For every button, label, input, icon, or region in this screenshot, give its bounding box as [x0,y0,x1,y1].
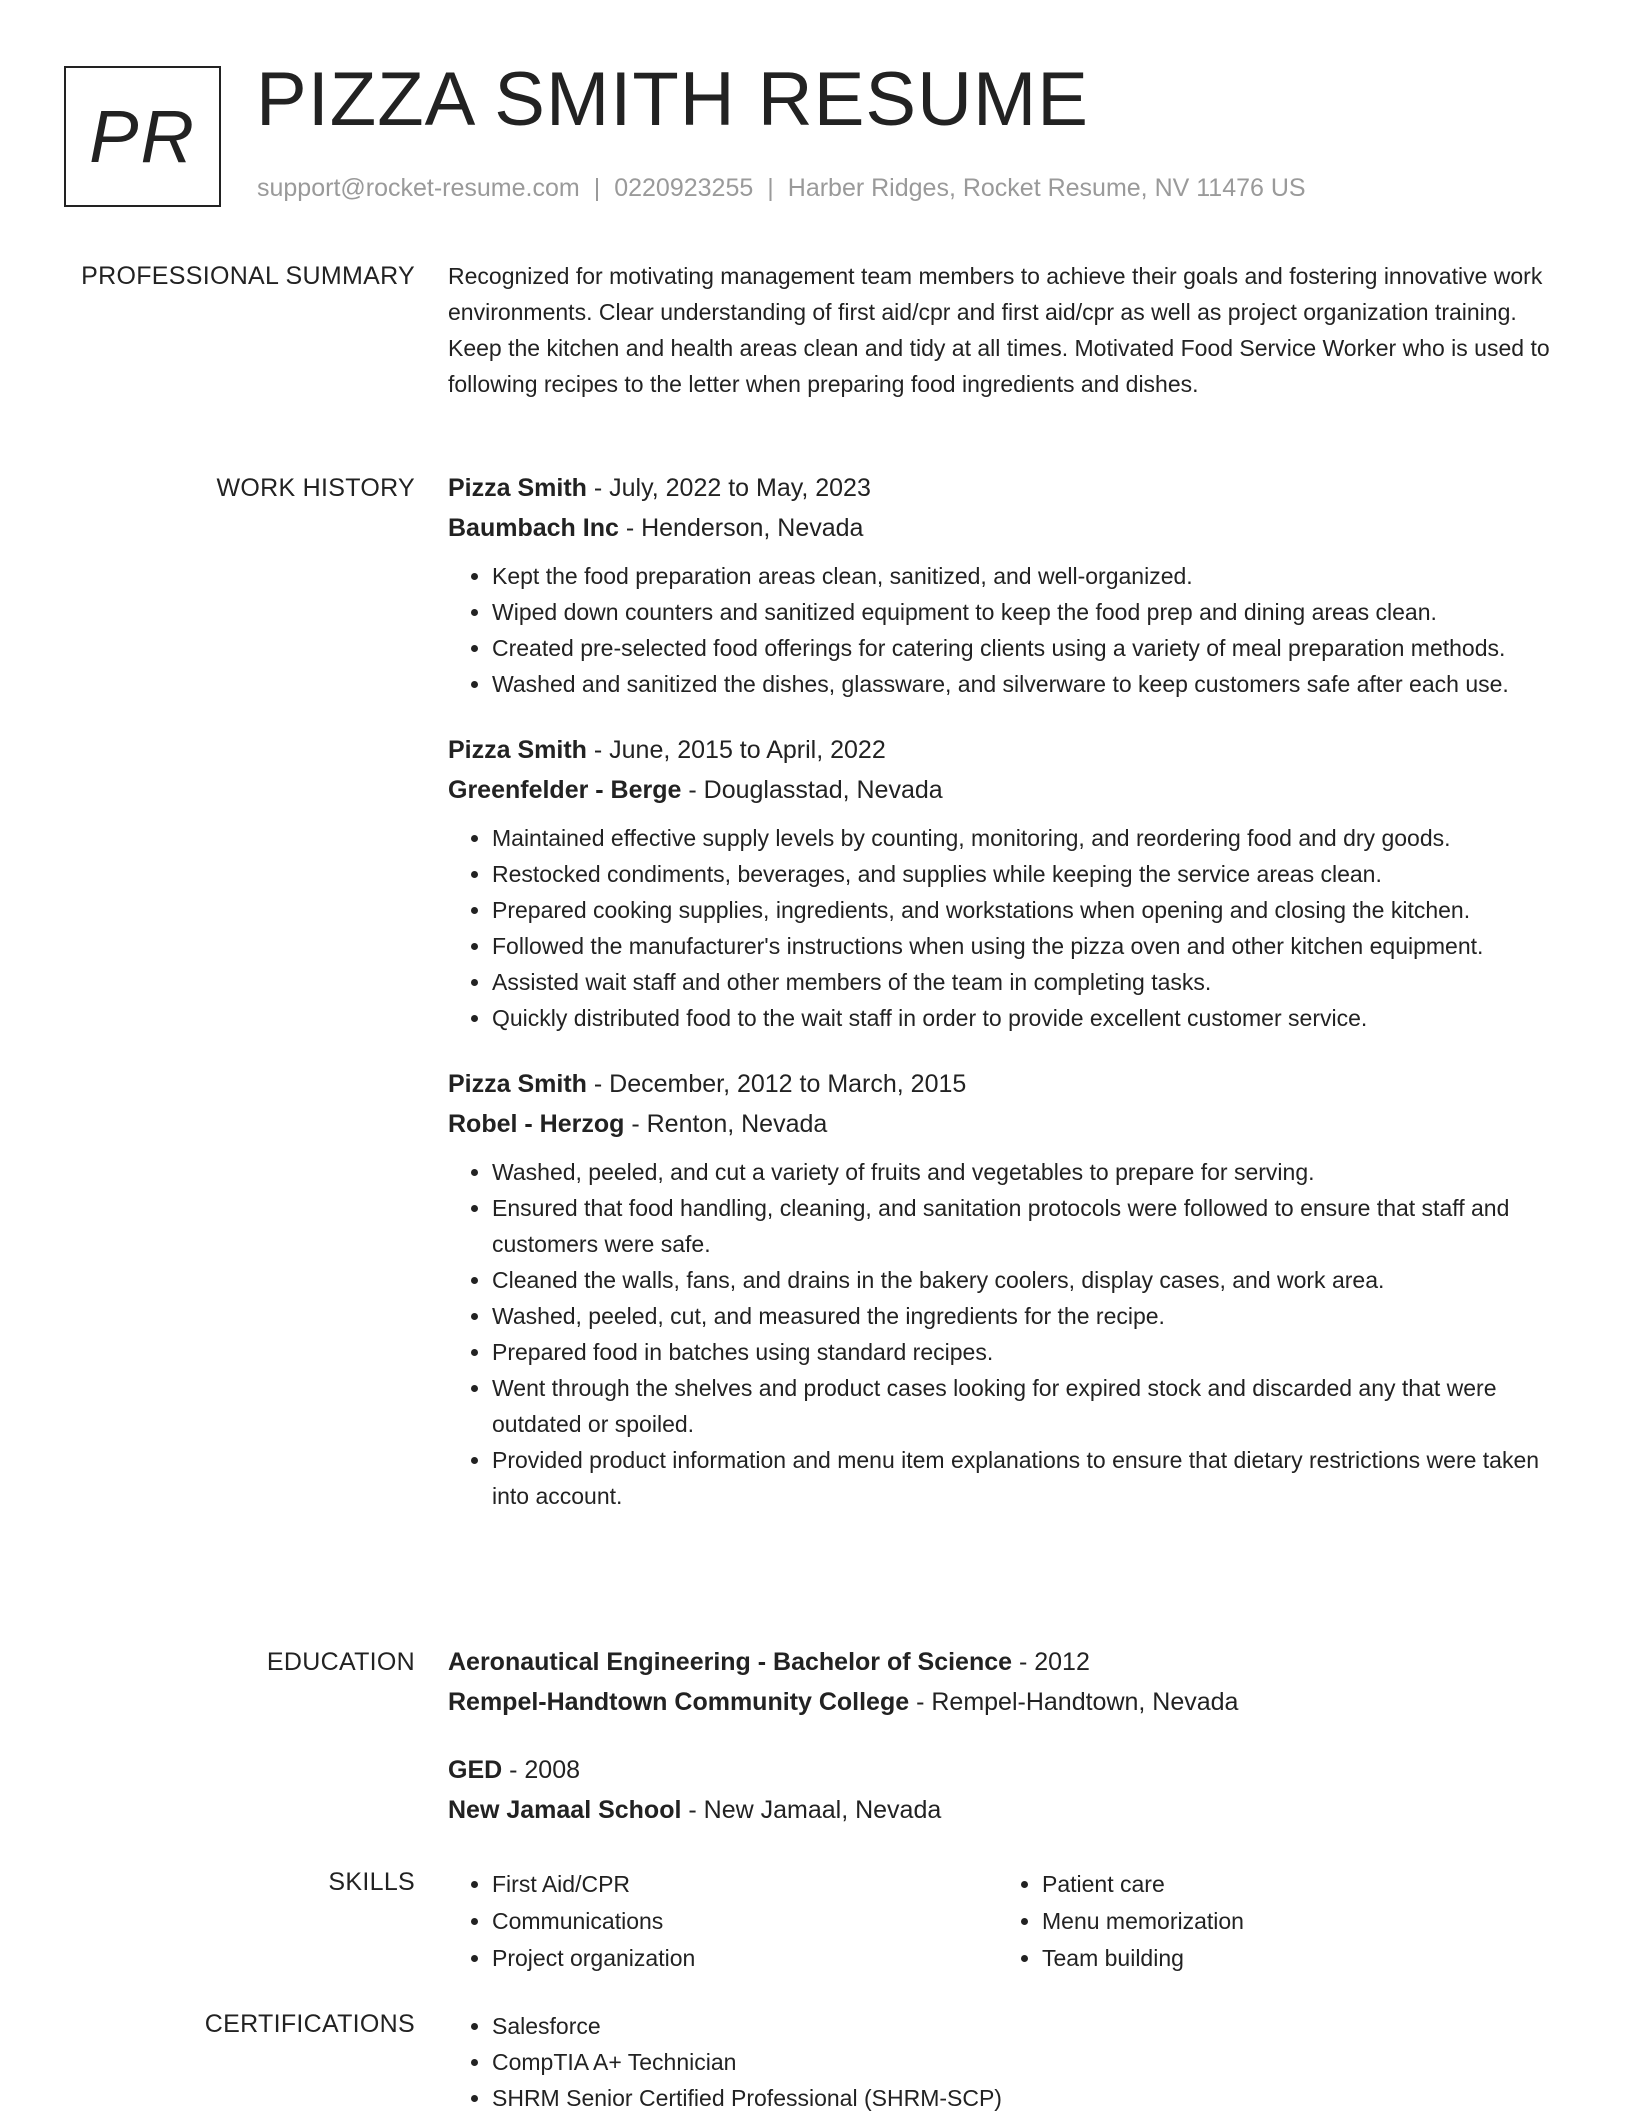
job-location: - Henderson, Nevada [618,514,864,542]
certification-item: • SHRM Senior Certified Professional (SHRM-SCP) [492,2080,1568,2116]
skills-column [998,1866,1548,1977]
job-title-line [448,1064,1568,1104]
duty-item: • Maintained effective supply levels by counting, monitoring, and reordering food and dry goods. [492,820,1568,856]
duty-item: • Provided product information and menu item explanations to ensure that dietary restrictions were taken into account. [492,1442,1568,1514]
duty-item: • Restocked condiments, beverages, and supplies while keeping the service areas clean. [492,856,1568,892]
job-company: Greenfelder - Berge [448,776,682,804]
contact-email[interactable]: support@rocket-resume.com [257,174,580,202]
duty-item: • Followed the manufacturer's instructions when using the pizza oven and other kitchen equipment. [492,928,1568,964]
education-entry [448,1750,1568,1830]
certification-item: • CompTIA A+ Technician [492,2044,1568,2080]
job-title-line [448,730,1568,770]
job-duties [448,1154,1568,1514]
degree-line [448,1642,1568,1682]
duty-item: • Ensured that food handling, cleaning, and sanitation protocols were followed to ensure that staff and customers were safe. [492,1190,1568,1262]
job-company: Robel - Herzog [448,1110,625,1138]
job-title: Pizza Smith [448,1070,587,1098]
duty-item: • Assisted wait staff and other members of the team in completing tasks. [492,964,1568,1000]
school-line [448,1790,1568,1830]
skill-item: • Communications [492,1903,998,1940]
job-dates: - December, 2012 to March, 2015 [586,1070,967,1098]
skill-item: • Team building [1042,1940,1548,1977]
job-duties [448,820,1568,1036]
job-entry [448,1064,1568,1514]
school-line [448,1682,1568,1722]
skills-column [448,1866,998,1977]
school-location: - Rempel-Handtown, Nevada [909,1688,1239,1716]
duty-item: • Washed and sanitized the dishes, glassware, and silverware to keep customers safe after each use. [492,666,1568,702]
certifications-heading: CERTIFICATIONS [204,2010,415,2038]
duty-item: • Washed, peeled, and cut a variety of fruits and vegetables to prepare for serving. [492,1154,1568,1190]
degree-line [448,1750,1568,1790]
contact-phone[interactable]: 0220923255 [614,174,754,202]
duty-item: • Prepared cooking supplies, ingredients, and workstations when opening and closing the kitchen. [492,892,1568,928]
school-name: New Jamaal School [448,1796,682,1824]
duty-item: • Went through the shelves and product cases looking for expired stock and discarded any that were outdated or spoiled. [492,1370,1568,1442]
job-duties [448,558,1568,702]
duty-item: • Prepared food in batches using standard recipes. [492,1334,1568,1370]
certification-item: • Salesforce [492,2008,1568,2044]
school-location: - New Jamaal, Nevada [681,1796,942,1824]
job-company: Baumbach Inc [448,514,619,542]
summary-heading: PROFESSIONAL SUMMARY [81,262,415,290]
certifications-list [448,2008,1568,2116]
job-company-line [448,508,1568,548]
degree-name: Aeronautical Engineering - Bachelor of Science [448,1648,1013,1676]
job-location: - Renton, Nevada [624,1110,828,1138]
contact-separator: | [593,174,601,202]
duty-item: • Kept the food preparation areas clean, sanitized, and well-organized. [492,558,1568,594]
summary-text: Recognized for motivating management team members to achieve their goals and fostering innovative work environments. Clear understanding of first aid/cpr and first aid/cpr as well as project organization training. Keep the kitchen and health areas clean and tidy at all times. Motivated Food Service Worker who is used to following recipes to the letter when preparing food ingredients and dishes. [448,263,1550,397]
duty-item: • Washed, peeled, cut, and measured the ingredients for the recipe. [492,1298,1568,1334]
skill-item: • Project organization [492,1940,998,1977]
degree-year: - 2008 [502,1756,581,1784]
monogram-logo: PR [64,66,221,207]
skills-grid [448,1866,1568,1977]
skill-item: • First Aid/CPR [492,1866,998,1903]
page-title: PIZZA SMITH RESUME [256,57,1089,142]
job-company-line [448,770,1568,810]
job-dates: - June, 2015 to April, 2022 [586,736,886,764]
job-dates: - July, 2022 to May, 2023 [586,474,871,502]
degree-name: GED [448,1756,503,1784]
skill-item: • Patient care [1042,1866,1548,1903]
job-company-line [448,1104,1568,1144]
work-history-heading: WORK HISTORY [216,474,415,502]
duty-item: • Cleaned the walls, fans, and drains in the bakery coolers, display cases, and work area. [492,1262,1568,1298]
job-location: - Douglasstad, Nevada [681,776,943,804]
job-title: Pizza Smith [448,474,587,502]
duty-item: • Wiped down counters and sanitized equipment to keep the food prep and dining areas clean. [492,594,1568,630]
skill-item: • Menu memorization [1042,1903,1548,1940]
job-title-line [448,468,1568,508]
job-entry [448,468,1568,702]
contact-separator: | [767,174,774,202]
school-name: Rempel-Handtown Community College [448,1688,910,1716]
duty-item: • Quickly distributed food to the wait staff in order to provide excellent customer service. [492,1000,1568,1036]
job-title: Pizza Smith [448,736,587,764]
job-entry [448,730,1568,1036]
degree-year: - 2012 [1012,1648,1090,1676]
duty-item: • Created pre-selected food offerings for catering clients using a variety of meal preparation methods. [492,630,1568,666]
education-entry [448,1642,1568,1722]
contact-line [257,174,1306,203]
skills-heading: SKILLS [328,1868,415,1896]
contact-address: Harber Ridges, Rocket Resume, NV 11476 US [787,174,1306,202]
education-heading: EDUCATION [266,1648,415,1676]
